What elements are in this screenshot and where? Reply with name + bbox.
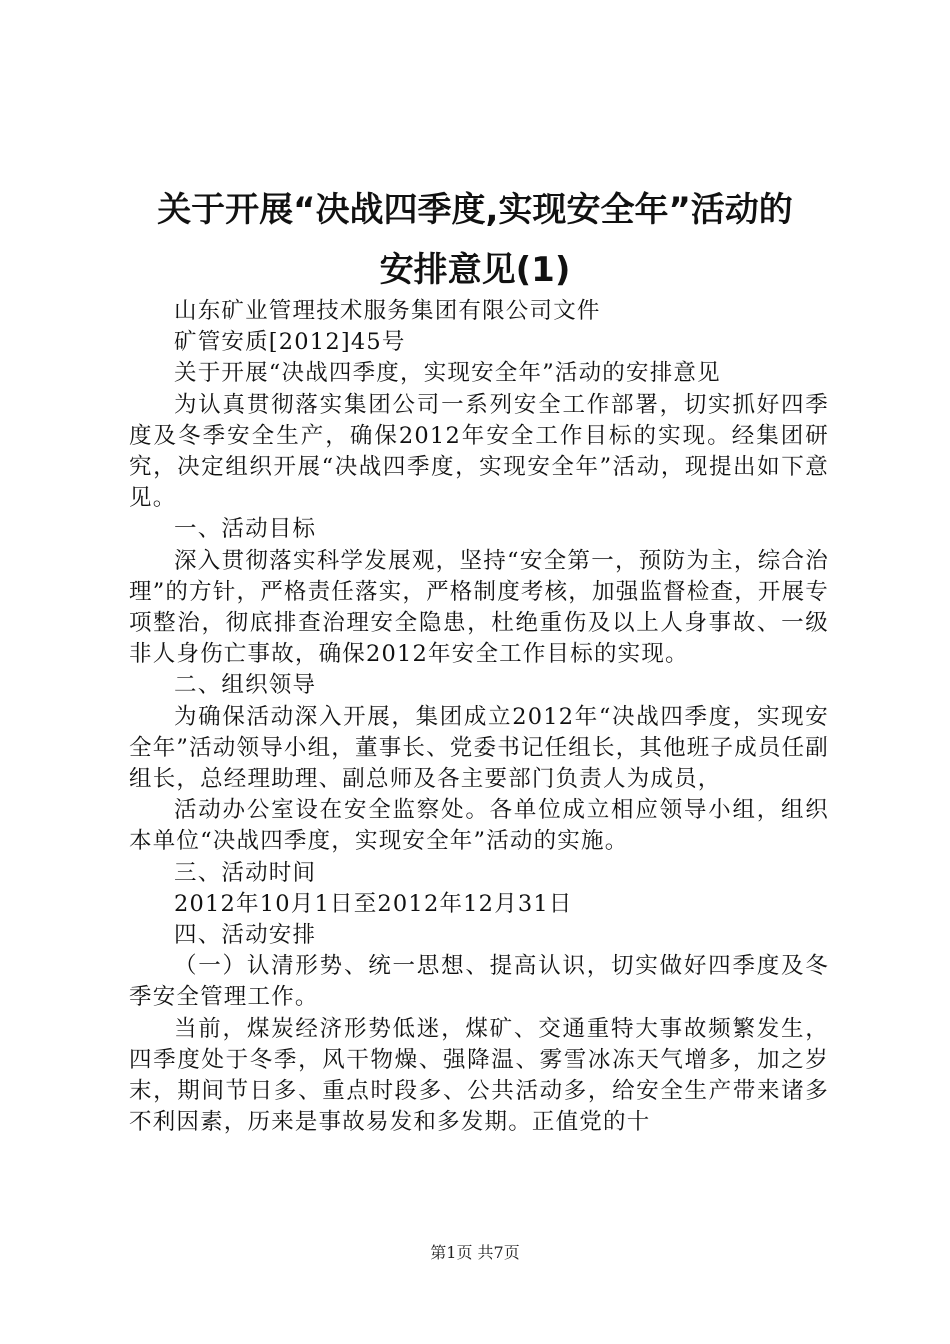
body-paragraph: 2012年10月1日至2012年12月31日: [174, 890, 573, 917]
document-title-line-2: 安排意见(1): [379, 250, 571, 290]
document-number: 矿管安质[2012]45号: [174, 329, 406, 356]
document-subject: 关于开展“决战四季度，实现安全年”活动的安排意见: [174, 360, 721, 387]
sub-section-heading: （一）认清形势、统一思想、提高认识，切实做好四季度及冬季安全管理工作。: [129, 953, 829, 1011]
section-heading: 三、活动时间: [174, 859, 317, 886]
document-title-line-1: 关于开展“决战四季度,实现安全年”活动的: [157, 190, 793, 230]
page-footer: 第1页 共7页: [430, 1243, 520, 1262]
section-heading: 二、组织领导: [174, 672, 317, 699]
section-heading: 一、活动目标: [174, 516, 317, 543]
body-paragraph: 深入贯彻落实科学发展观，坚持“安全第一，预防为主，综合治理”的方针，严格责任落实，严格制度考核，加强监督检查，开展专项整治，彻底排查治理安全隐患，杜绝重伤及以上人身事故、一级非人身伤亡事故，确保2012年安全工作目标的实现。: [129, 547, 830, 668]
body-paragraph: 当前，煤炭经济形势低迷，煤矿、交通重特大事故频繁发生，四季度处于冬季，风干物燥、强降温、雾雪冰冻天气增多，加之岁末，期间节日多、重点时段多、公共活动多，给安全生产带来诸多不利因素，历来是事故易发和多发期。正值党的十: [129, 1015, 829, 1136]
section-heading: 四、活动安排: [174, 922, 317, 949]
body-paragraph: 活动办公室设在安全监察处。各单位成立相应领导小组，组织本单位“决战四季度，实现安全年”活动的实施。: [129, 797, 829, 855]
body-paragraph: 为认真贯彻落实集团公司一系列安全工作部署，切实抓好四季度及冬季安全生产，确保2012年安全工作目标的实现。经集团研究，决定组织开展“决战四季度，实现安全年”活动，现提出如下意见。: [129, 391, 829, 512]
issuer-name: 山东矿业管理技术服务集团有限公司文件: [174, 298, 601, 324]
body-paragraph: 为确保活动深入开展，集团成立2012年“决战四季度，实现安全年”活动领导小组，董事长、党委书记任组长，其他班子成员任副组长，总经理助理、副总师及各主要部门负责人为成员，: [129, 703, 830, 793]
document-body: [129, 296, 829, 1138]
